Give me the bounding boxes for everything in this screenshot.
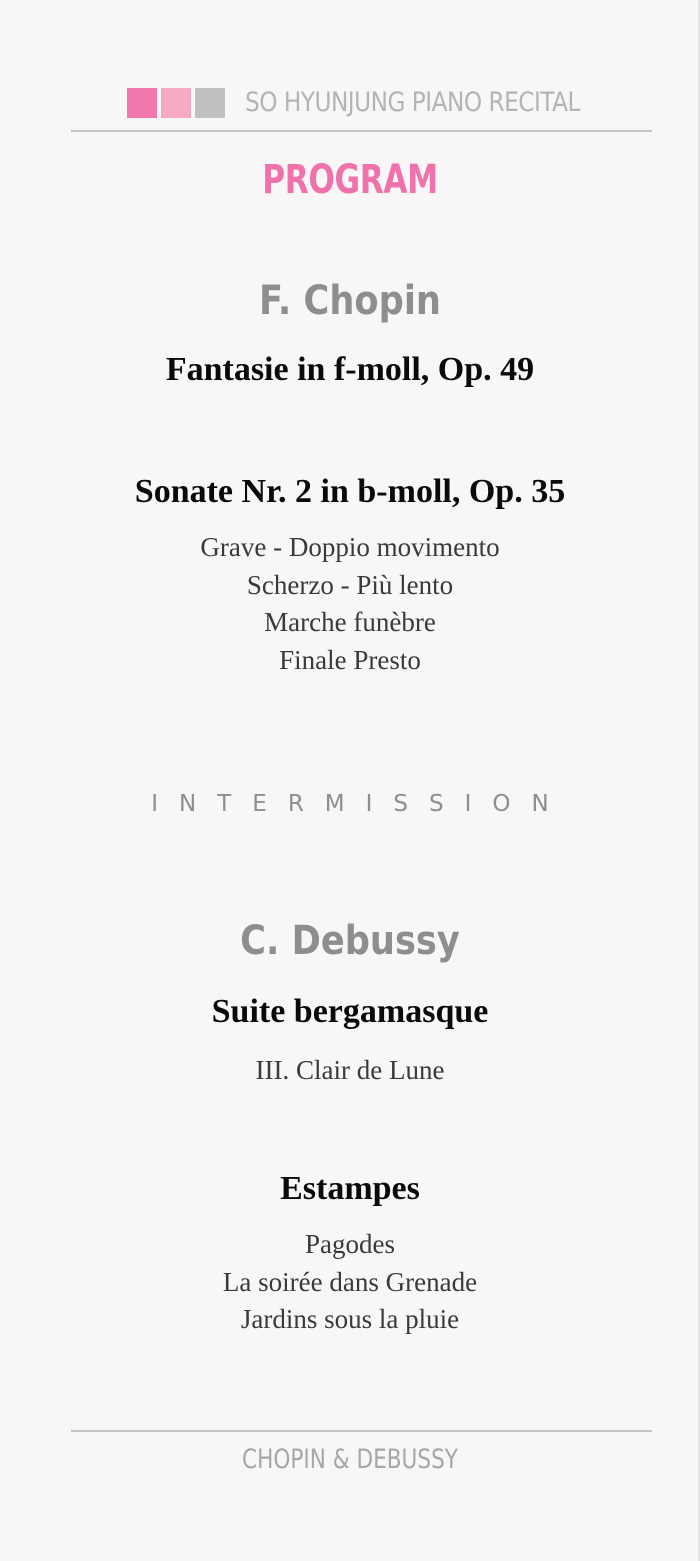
gray-square-icon <box>195 88 225 118</box>
movement-item: Grave - Doppio movimento <box>200 532 500 562</box>
movement-item: Finale Presto <box>279 645 421 676</box>
composer-name: C. Debussy <box>240 918 460 964</box>
movement-item: Jardins sous la pluie <box>240 1304 460 1335</box>
work-title: Estampes <box>280 1170 420 1207</box>
work-title: Sonate Nr. 2 in b-moll, Op. 35 <box>134 473 566 510</box>
movement-list <box>0 1052 700 1090</box>
work-title: Suite bergamasque <box>211 993 489 1030</box>
top-divider <box>71 130 652 132</box>
program-heading: PROGRAM <box>262 157 438 203</box>
movement-item: Scherzo - Più lento <box>246 569 454 600</box>
movement-item: III. Clair de Lune <box>255 1055 445 1085</box>
recital-title: SO HYUNJUNG PIANO RECITAL <box>245 87 580 118</box>
composer-name: F. Chopin <box>259 278 441 324</box>
movement-item: La soirée dans Grenade <box>222 1266 478 1297</box>
pink-square-icon <box>127 88 157 118</box>
work-title: Fantasie in f-moll, Op. 49 <box>165 351 535 388</box>
movement-list <box>0 1226 700 1339</box>
bottom-divider <box>71 1430 652 1432</box>
light-pink-square-icon <box>161 88 191 118</box>
movement-item: Marche funèbre <box>264 607 436 638</box>
intermission-label: INTERMISSION <box>151 791 570 817</box>
logo-squares <box>127 88 225 118</box>
header <box>0 84 700 120</box>
movement-list <box>0 529 700 680</box>
footer-title: CHOPIN & DEBUSSY <box>242 1444 458 1475</box>
movement-item: Pagodes <box>305 1229 395 1259</box>
